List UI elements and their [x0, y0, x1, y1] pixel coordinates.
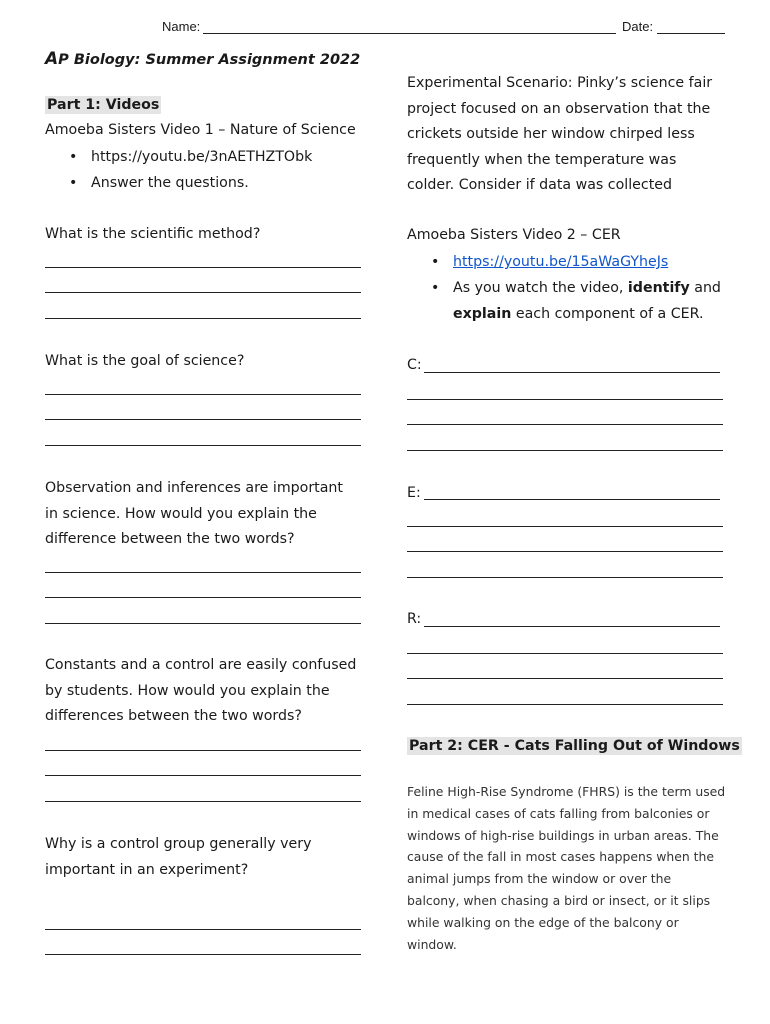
experimental-scenario: Experimental Scenario: Pinky’s science fair project focused on an observation that the crickets outside her window chirped less frequently when the temperature was colder. Consider if data was collected: [407, 75, 713, 193]
answer-line[interactable]: [45, 267, 361, 268]
answer-line[interactable]: [45, 419, 361, 420]
answer-line[interactable]: [45, 954, 361, 955]
question-control-group: Why is a control group generally very important in an experiment?: [45, 836, 312, 878]
answer-line[interactable]: [407, 653, 723, 654]
answer-line[interactable]: [407, 678, 723, 679]
answer-line[interactable]: [45, 597, 361, 598]
evidence-label: E:: [407, 485, 421, 501]
part1-heading: Part 1: Videos: [47, 97, 160, 113]
claim-label: C:: [407, 357, 422, 373]
answer-line[interactable]: [407, 577, 723, 578]
bullet-icon: •: [69, 175, 78, 191]
date-field[interactable]: [657, 33, 725, 34]
answer-line[interactable]: [45, 445, 361, 446]
video1-title: Amoeba Sisters Video 1 – Nature of Science: [45, 122, 356, 138]
answer-line[interactable]: [45, 318, 361, 319]
page-title: AP Biology: Summer Assignment 2022: [45, 49, 361, 69]
video2-instruction-cont: explain each component of a CER.: [453, 306, 704, 322]
answer-line[interactable]: [45, 292, 361, 293]
question-scientific-method: What is the scientific method?: [45, 226, 261, 242]
reasoning-label: R:: [407, 611, 422, 627]
part2-heading: Part 2: CER - Cats Falling Out of Windows: [409, 738, 740, 754]
question-constants-control: Constants and a control are easily confused by students. How would you explain the differences between the two words?: [45, 657, 357, 724]
answer-line[interactable]: [45, 394, 361, 395]
video2-link[interactable]: https://youtu.be/15aWaGYheJs: [453, 254, 669, 270]
reasoning-answer-line[interactable]: [424, 626, 720, 627]
answer-line[interactable]: [45, 750, 361, 751]
answer-line[interactable]: [45, 929, 361, 930]
video2-title: Amoeba Sisters Video 2 – CER: [407, 227, 621, 243]
answer-line[interactable]: [45, 775, 361, 776]
date-label: Date:: [622, 19, 654, 34]
bullet-icon: •: [69, 149, 78, 165]
answer-line[interactable]: [407, 424, 723, 425]
claim-answer-line[interactable]: [424, 372, 720, 373]
bullet-icon: •: [431, 254, 440, 270]
answer-line[interactable]: [407, 551, 723, 552]
answer-line[interactable]: [407, 704, 723, 705]
answer-line[interactable]: [407, 450, 723, 451]
name-field[interactable]: [203, 33, 616, 34]
evidence-answer-line[interactable]: [424, 499, 720, 500]
answer-line[interactable]: [407, 526, 723, 527]
bullet-icon: •: [431, 280, 440, 296]
answer-line[interactable]: [407, 399, 723, 400]
answer-line[interactable]: [45, 572, 361, 573]
question-goal-of-science: What is the goal of science?: [45, 353, 245, 369]
question-observation-inference: Observation and inferences are important in science. How would you explain the difference between the two words?: [45, 480, 343, 547]
fhrs-paragraph: Feline High-Rise Syndrome (FHRS) is the term used in medical cases of cats falling from balconies or windows of high-rise buildings in urban areas. The cause of the fall in most cases happens when the animal jumps from the window or over the balcony, when chasing a bird or insect, or it slips while walking on the edge of the balcony or window.: [407, 784, 726, 952]
answer-line[interactable]: [45, 801, 361, 802]
answer-line[interactable]: [45, 623, 361, 624]
name-label: Name:: [162, 19, 201, 34]
